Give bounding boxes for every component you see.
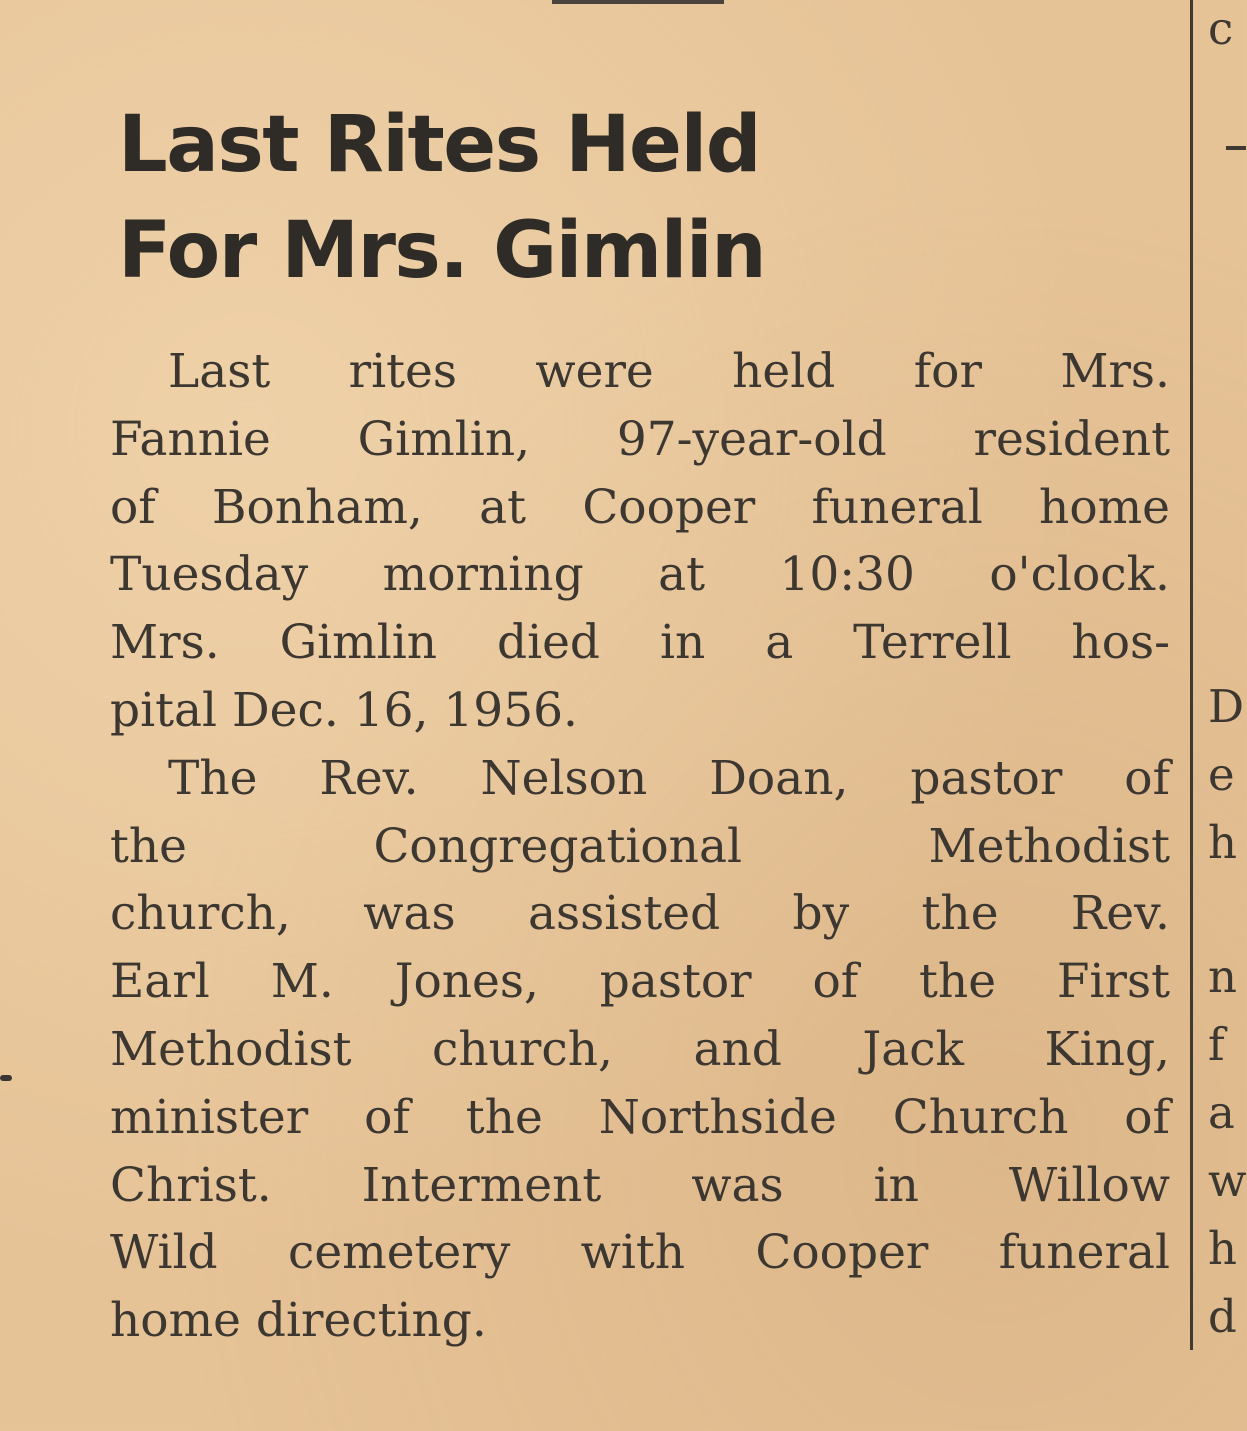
adjacent-column-fragments [1208,0,1247,1431]
fragment: d [1208,1290,1237,1343]
text-line: church, was assisted by the Rev. [110,886,1170,942]
column-rule [1190,0,1193,1350]
fragment: D [1208,680,1245,733]
text-line: of Bonham, at Cooper funeral home [110,479,1170,535]
headline-line-2: For Mrs. Gimlin [118,206,766,296]
fragment: c [1208,2,1234,55]
article-body [110,338,1170,1355]
text-line: Mrs. Gimlin died in a Terrell hos- [110,615,1170,671]
text-line: Methodist church, and Jack King, [110,1021,1170,1077]
text-line: Christ. Interment was in Willow [110,1157,1170,1213]
fragment: e [1208,748,1235,801]
adjacent-dash [1226,146,1246,150]
headline [118,92,838,304]
text-line: the Congregational Methodist [110,818,1170,874]
text-line: pital Dec. 16, 1956. [110,682,578,738]
text-line: Tuesday morning at 10:30 o'clock. [110,547,1170,603]
fragment: w [1208,1154,1247,1207]
top-rule [552,0,724,4]
text-line: The Rev. Nelson Doan, pastor of [168,750,1170,806]
edge-mark [0,1075,12,1081]
text-line: Last rites were held for Mrs. [168,344,1170,399]
fragment: h [1208,816,1237,869]
text-line: Earl M. Jones, pastor of the First [110,954,1170,1010]
paragraph-1 [110,338,1170,745]
fragment: f [1208,1018,1225,1071]
paragraph-2 [110,745,1170,1355]
fragment: h [1208,1222,1237,1275]
text-line: Wild cemetery with Cooper funeral [110,1225,1170,1281]
text-line: Fannie Gimlin, 97-year-old resident [110,411,1170,467]
fragment: n [1208,950,1237,1003]
headline-line-1: Last Rites Held [118,100,761,190]
text-line: home directing. [110,1293,487,1349]
fragment: a [1208,1086,1235,1139]
text-line: minister of the Northside Church of [110,1089,1170,1145]
